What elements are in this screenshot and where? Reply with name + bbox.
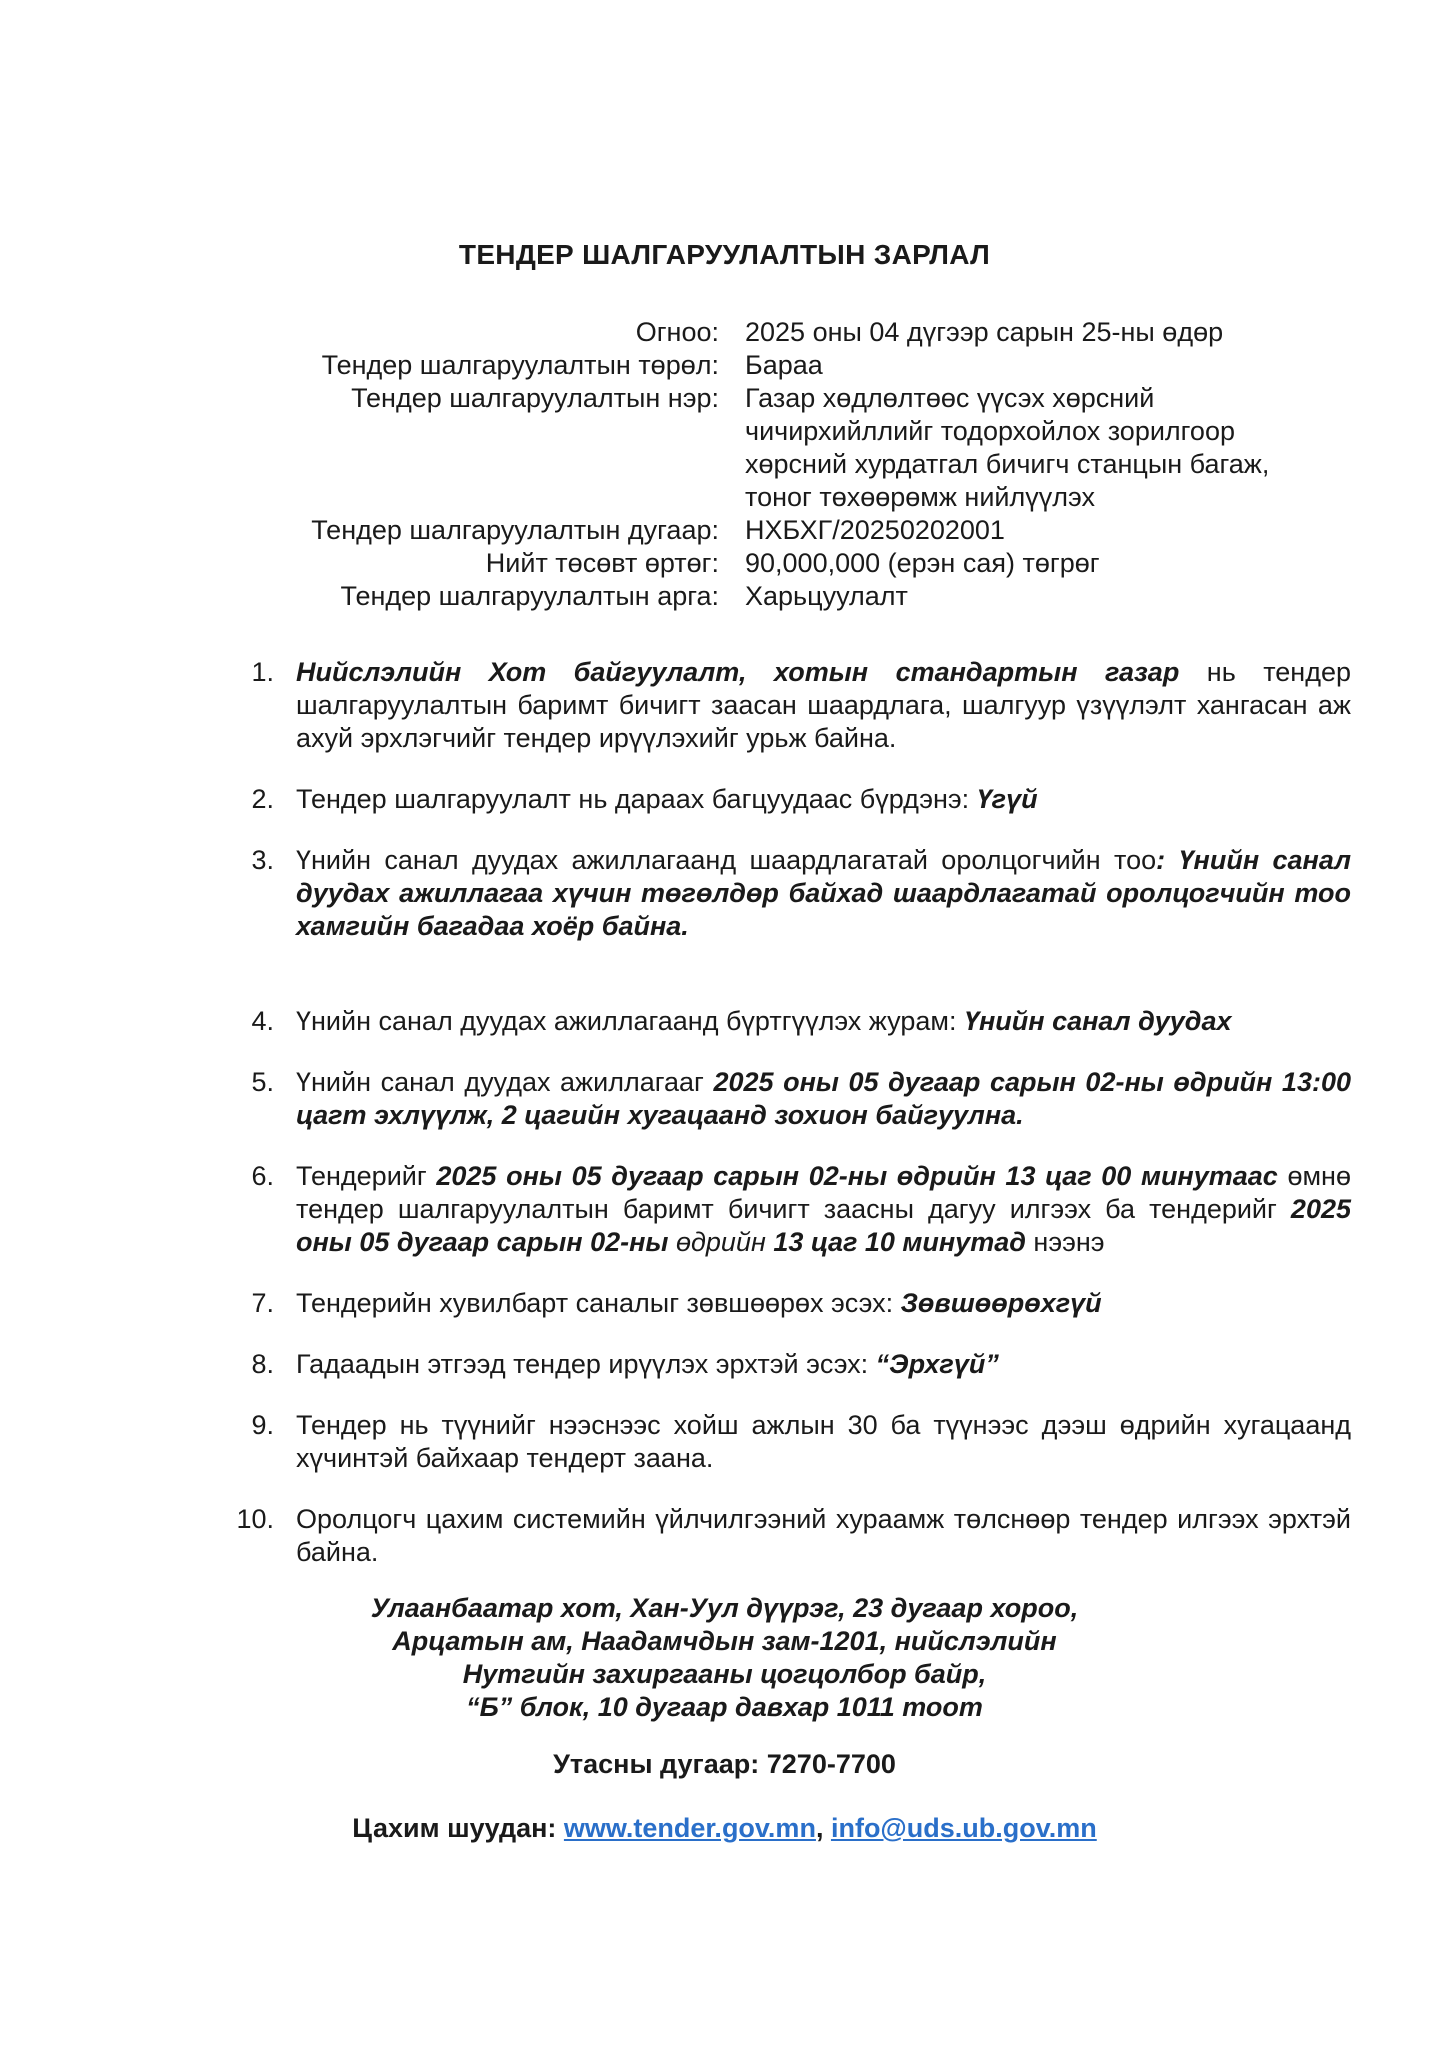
list-item-number: 2. bbox=[251, 784, 274, 814]
organization-name: Нийслэлийн Хот байгуулалт, хотын стандартын газар bbox=[296, 657, 1180, 687]
address-line: Арцатын ам, Наадамчдын зам-1201, нийслэлийн bbox=[392, 1626, 1057, 1656]
list-item bbox=[0, 1287, 1351, 1320]
address-line: Улаанбаатар хот, Хан-Уул дүүрэг, 23 дугаар хороо, bbox=[370, 1593, 1079, 1623]
meta-row-method bbox=[0, 580, 1449, 613]
meta-label: Тендер шалгаруулалтын дугаар: bbox=[311, 515, 719, 545]
list-item-text: Тендерийг bbox=[296, 1161, 437, 1191]
list-item-emphasis: “Эрхгүй” bbox=[875, 1349, 999, 1379]
meta-value: 2025 оны 04 дүгээр сарын 25-ны өдөр bbox=[745, 317, 1224, 347]
meta-value: Бараа bbox=[745, 350, 823, 380]
list-item-emphasis: Үнийн санал дуудах bbox=[963, 1006, 1232, 1036]
address-line: Нутгийн захиргааны цогцолбор байр, bbox=[462, 1659, 987, 1689]
address-line: “Б” блок, 10 дугаар давхар 1011 тоот bbox=[466, 1692, 983, 1722]
list-item-emphasis: 13 цаг 10 минутад bbox=[773, 1227, 1026, 1257]
email-line bbox=[0, 1812, 1449, 1845]
meta-value-line: хөрсний хурдатгал бичигч станцын багаж, bbox=[745, 449, 1270, 479]
meta-value-line: чичирхийллийг тодорхойлох зорилгоор bbox=[745, 416, 1235, 446]
list-item-text: нь тендер шалгаруулалтын баримт бичигт заасан шаардлага, шалгуур үзүүлэлт хангасан аж ахуй эрхлэгчийг тендер ирүүлэхийг урьж байна. bbox=[296, 657, 1352, 753]
list-item-number: 1. bbox=[251, 657, 274, 687]
tender-website-link[interactable]: www.tender.gov.mn bbox=[563, 1813, 816, 1843]
list-item-emphasis: 2025 оны 05 дугаар сарын 02-ны өдрийн 13 цаг 00 минутаас bbox=[436, 1161, 1278, 1191]
list-item-emphasis: 2025 оны 05 дугаар сарын 02-ны bbox=[296, 1194, 1351, 1257]
list-item-number: 6. bbox=[251, 1161, 274, 1191]
list-item-emphasis: Үгүй bbox=[976, 784, 1038, 814]
tender-meta-table bbox=[0, 316, 1449, 613]
list-item-text: Тендерийн хувилбарт саналыг зөвшөөрөх эсэх: bbox=[296, 1288, 901, 1318]
meta-value: 90,000,000 (ерэн сая) төгрөг bbox=[745, 548, 1100, 578]
separator: , bbox=[815, 1813, 831, 1843]
list-item-emphasis: Зөвшөөрөхгүй bbox=[900, 1288, 1102, 1318]
list-item-number: 3. bbox=[251, 845, 274, 875]
meta-value-line: тоног төхөөрөмж нийлүүлэх bbox=[745, 482, 1095, 512]
list-item bbox=[0, 1503, 1351, 1569]
list-item-number: 8. bbox=[251, 1349, 274, 1379]
list-item-text: Тендер нь түүнийг нээснээс хойш ажлын 30 ба түүнээс дээш өдрийн хугацаанд хүчинтэй байхаар тендерт заана. bbox=[296, 1410, 1351, 1473]
meta-row-type bbox=[0, 349, 1449, 382]
list-item-text: Үнийн санал дуудах ажиллагааг bbox=[296, 1067, 714, 1097]
meta-value bbox=[745, 382, 1305, 514]
tender-conditions-list bbox=[0, 656, 1449, 1569]
list-item bbox=[0, 1005, 1351, 1038]
list-item-italic: өдрийн bbox=[668, 1227, 774, 1257]
meta-row-number bbox=[0, 514, 1449, 547]
email-link[interactable]: info@uds.ub.gov.mn bbox=[830, 1813, 1097, 1843]
phone-line bbox=[0, 1748, 1449, 1781]
meta-label: Нийт төсөвт өртөг: bbox=[485, 548, 719, 578]
meta-label: Тендер шалгаруулалтын нэр: bbox=[351, 383, 719, 413]
list-item bbox=[0, 783, 1351, 816]
meta-label: Огноо: bbox=[635, 317, 719, 347]
list-item-number: 4. bbox=[251, 1006, 274, 1036]
email-label: Цахим шуудан: bbox=[352, 1813, 564, 1843]
list-item-text: Гадаадын этгээд тендер ирүүлэх эрхтэй эсэх: bbox=[296, 1349, 876, 1379]
list-item-text: Оролцогч цахим системийн үйлчилгээний хураамж төлснөөр тендер илгээх эрхтэй байна. bbox=[296, 1504, 1351, 1567]
phone-label: Утасны дугаар: bbox=[553, 1749, 767, 1779]
list-item bbox=[0, 656, 1351, 755]
list-item bbox=[0, 1409, 1351, 1475]
list-item-number: 7. bbox=[251, 1288, 274, 1318]
list-item-text: Үнийн санал дуудах ажиллагаанд шаардлагатай оролцогчийн тоо bbox=[296, 845, 1157, 875]
meta-row-budget bbox=[0, 547, 1449, 580]
list-item-text: Үнийн санал дуудах ажиллагаанд бүртгүүлэх журам: bbox=[296, 1006, 964, 1036]
list-item-number: 10. bbox=[236, 1504, 274, 1534]
list-item-text: нээнэ bbox=[1025, 1227, 1105, 1257]
list-item-text: Тендер шалгаруулалт нь дараах багцуудаас бүрдэнэ: bbox=[296, 784, 977, 814]
list-item-emphasis: 2025 оны 05 дугаар сарын 02-ны өдрийн 13:00 цагт эхлүүлж, 2 цагийн хугацаанд зохион байгуулна. bbox=[296, 1067, 1351, 1130]
meta-value-line: Газар хөдлөлтөөс үүсэх хөрсний bbox=[745, 383, 1155, 413]
list-item-text: өмнө тендер шалгаруулалтын баримт бичигт заасны дагуу илгээх ба тендерийг bbox=[296, 1161, 1351, 1224]
list-item-number: 9. bbox=[251, 1410, 274, 1440]
list-item bbox=[0, 844, 1351, 943]
phone-number: 7270-7700 bbox=[766, 1749, 896, 1779]
meta-row-date bbox=[0, 316, 1449, 349]
address-block bbox=[0, 1592, 1449, 1724]
document-title: ТЕНДЕР ШАЛГАРУУЛАЛТЫН ЗАРЛАЛ bbox=[458, 239, 991, 270]
list-item bbox=[0, 1348, 1351, 1381]
list-item bbox=[0, 1160, 1351, 1259]
list-item-number: 5. bbox=[251, 1067, 274, 1097]
meta-row-name bbox=[0, 382, 1449, 514]
meta-value: Харьцуулалт bbox=[745, 581, 908, 611]
list-item-emphasis: : Үнийн санал дуудах ажиллагаа хүчин төгөлдөр байхад шаардлагатай оролцогчийн тоо хамгийн багадаа хоёр байна. bbox=[296, 845, 1351, 941]
meta-label: Тендер шалгаруулалтын төрөл: bbox=[321, 350, 719, 380]
list-item bbox=[0, 1066, 1351, 1132]
meta-value: НХБХГ/20250202001 bbox=[745, 515, 1005, 545]
meta-label: Тендер шалгаруулалтын арга: bbox=[340, 581, 719, 611]
